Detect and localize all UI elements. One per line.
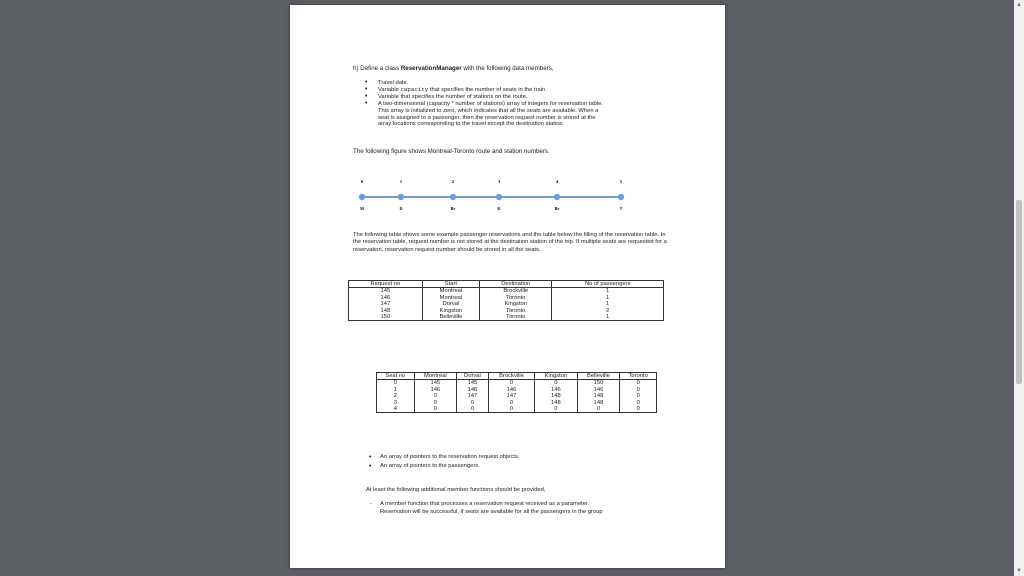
data-member-continuation: array locations corresponding to the travel except the destination station. xyxy=(378,121,565,128)
heading-prefix: h) Define a class xyxy=(353,65,401,72)
table-cell: Brockville xyxy=(480,288,552,295)
table-cell: 0 xyxy=(414,393,456,399)
data-members-list xyxy=(365,80,603,128)
table-cell: 145 xyxy=(456,380,488,387)
data-member-item: • A two-dimensional (capacity * number of stations) array of integers for reservation table. This array is initialized to zero, which indicates that all the seats are available. When a seat is assigned to a passenger, then the reservation request number is stored at the array locations corresponding to the travel except the destination station. xyxy=(365,101,603,129)
table-cell: 147 xyxy=(456,393,488,399)
station-dot xyxy=(618,194,624,200)
scroll-down-icon[interactable]: ▼ xyxy=(1016,568,1022,574)
more-members-list xyxy=(369,453,520,471)
column-header: Montreal xyxy=(414,373,456,380)
data-member-item: • Variable capacity that specifies the number of seats in the train. xyxy=(365,87,603,94)
table-explanation: The following table shows some example passenger reservations and the table below the filling of the reservation table. In the reservation table, request number is not stored at the destination station of the trip. If multiple seats are requested for a reservation, reservation request number should be stored in all the seats. xyxy=(353,232,667,253)
column-header: No of passengers xyxy=(552,281,664,288)
table-cell: Montreal xyxy=(422,288,479,295)
station-number: 4 xyxy=(555,179,559,184)
additional-functions-intro: At least the following additional member functions should be provided, xyxy=(366,487,546,493)
table-cell: Toronto xyxy=(480,295,552,301)
dash-marker: - xyxy=(370,501,372,507)
station-number: 3 xyxy=(497,179,501,184)
station-number: 0 xyxy=(360,179,364,184)
table-cell: 1 xyxy=(377,387,415,393)
column-header: Seat no xyxy=(377,373,415,380)
data-member-continuation: This array is initialized to zero, which indicates that all the seats are available. When a xyxy=(378,107,599,114)
station-dot xyxy=(496,194,502,200)
table-cell: Kingston xyxy=(422,308,479,314)
station-dot xyxy=(359,194,365,200)
table-cell: 1 xyxy=(552,301,664,307)
table-cell: 148 xyxy=(577,393,620,399)
table-cell: 147 xyxy=(488,393,534,399)
table-header-row xyxy=(349,281,664,288)
column-header: Dorval xyxy=(456,373,488,380)
table-cell: Toronto xyxy=(480,314,552,321)
table-cell: 0 xyxy=(488,380,534,387)
table-header-row xyxy=(377,373,657,380)
station-number: 1 xyxy=(399,179,403,184)
table-cell: 150 xyxy=(577,380,620,387)
seat-reservation-table xyxy=(376,372,657,413)
data-member-continuation: seat is assigned to a passenger, then the reservation request number is stored at the xyxy=(378,114,596,121)
heading-suffix: with the following data members, xyxy=(461,65,554,72)
table-cell: 3 xyxy=(377,400,415,406)
route-figure xyxy=(354,177,634,213)
table-cell: 0 xyxy=(620,406,657,413)
request-row xyxy=(349,314,664,321)
table-cell: 1 xyxy=(552,314,664,321)
station-dot xyxy=(450,194,456,200)
table-cell: Toronto xyxy=(480,308,552,314)
table-cell: 146 xyxy=(535,387,577,393)
table-cell: 0 xyxy=(620,380,657,387)
table-cell: 0 xyxy=(620,400,657,406)
class-name: ReservationManager xyxy=(400,65,462,72)
table-cell: Montreal xyxy=(422,295,479,301)
table-cell: 0 xyxy=(414,406,456,413)
data-member-item: • Travel date. xyxy=(365,80,603,87)
table-cell: 146 xyxy=(577,387,620,393)
table-cell: 150 xyxy=(349,314,423,321)
station-dot xyxy=(554,194,560,200)
table-cell: 146 xyxy=(456,387,488,393)
table-cell: 0 xyxy=(456,406,488,413)
table-cell: 148 xyxy=(535,393,577,399)
station-code: Br xyxy=(450,206,456,211)
station-dot xyxy=(398,194,404,200)
seat-row xyxy=(377,380,657,387)
table-cell: 145 xyxy=(349,288,423,295)
section-heading xyxy=(353,65,554,73)
table-cell: 2 xyxy=(552,308,664,314)
column-header: Request no xyxy=(349,281,423,288)
table-cell: 4 xyxy=(377,406,415,413)
table-cell: 1 xyxy=(552,295,664,301)
data-member-item: • Variable that specifies the number of stations on the route. xyxy=(365,94,603,101)
table-cell: 0 xyxy=(456,400,488,406)
table-cell: 148 xyxy=(535,400,577,406)
document-page xyxy=(290,5,725,568)
seat-row xyxy=(377,406,657,413)
column-header: Brockville xyxy=(488,373,534,380)
station-code: Be xyxy=(554,206,560,211)
station-code: K xyxy=(497,206,501,211)
request-row xyxy=(349,288,664,295)
station-code: M xyxy=(360,206,364,211)
table-cell: 146 xyxy=(349,295,423,301)
table-cell: 0 xyxy=(577,406,620,413)
column-header: Start xyxy=(422,281,479,288)
station-number: 2 xyxy=(451,179,455,184)
member-function-line2: Reservation will be successful, if seats are available for all the passengers in the group xyxy=(380,508,603,515)
data-member-item: • An array of pointers to the passengers. xyxy=(369,462,520,471)
station-number: 5 xyxy=(619,179,623,184)
table-cell: 0 xyxy=(377,380,415,387)
column-header: Kingston xyxy=(535,373,577,380)
table-cell: 146 xyxy=(414,387,456,393)
table-cell: Belleville xyxy=(422,314,479,321)
table-cell: 148 xyxy=(577,400,620,406)
table-cell: 0 xyxy=(414,400,456,406)
column-header: Destination xyxy=(480,281,552,288)
table-cell: 0 xyxy=(535,380,577,387)
table-cell: 0 xyxy=(488,406,534,413)
table-cell: 1 xyxy=(552,288,664,295)
scroll-up-icon[interactable]: ▲ xyxy=(1016,2,1022,8)
table-cell: Dorval xyxy=(422,301,479,307)
table-cell: 0 xyxy=(620,393,657,399)
scrollbar-thumb[interactable] xyxy=(1016,200,1022,384)
station-code: D xyxy=(399,206,403,211)
table-cell: 0 xyxy=(535,406,577,413)
data-member-item: • An array of pointers to the reservation request objects. xyxy=(369,453,520,462)
column-header: Belleville xyxy=(577,373,620,380)
column-header: Toronto xyxy=(620,373,657,380)
table-cell: 2 xyxy=(377,393,415,399)
table-cell: Kingston xyxy=(480,301,552,307)
table-cell: 0 xyxy=(620,387,657,393)
table-cell: 146 xyxy=(488,387,534,393)
vertical-scrollbar[interactable] xyxy=(1014,0,1024,576)
member-function-line1: A member function that processes a reservation request received as a parameter. xyxy=(380,501,590,507)
requests-table xyxy=(348,280,664,321)
figure-intro: The following figure shows Montreal-Toronto route and station numbers. xyxy=(353,148,550,155)
table-cell: 0 xyxy=(488,400,534,406)
table-cell: 145 xyxy=(414,380,456,387)
station-code: T xyxy=(619,206,623,211)
table-cell: 147 xyxy=(349,301,423,307)
table-cell: 148 xyxy=(349,308,423,314)
